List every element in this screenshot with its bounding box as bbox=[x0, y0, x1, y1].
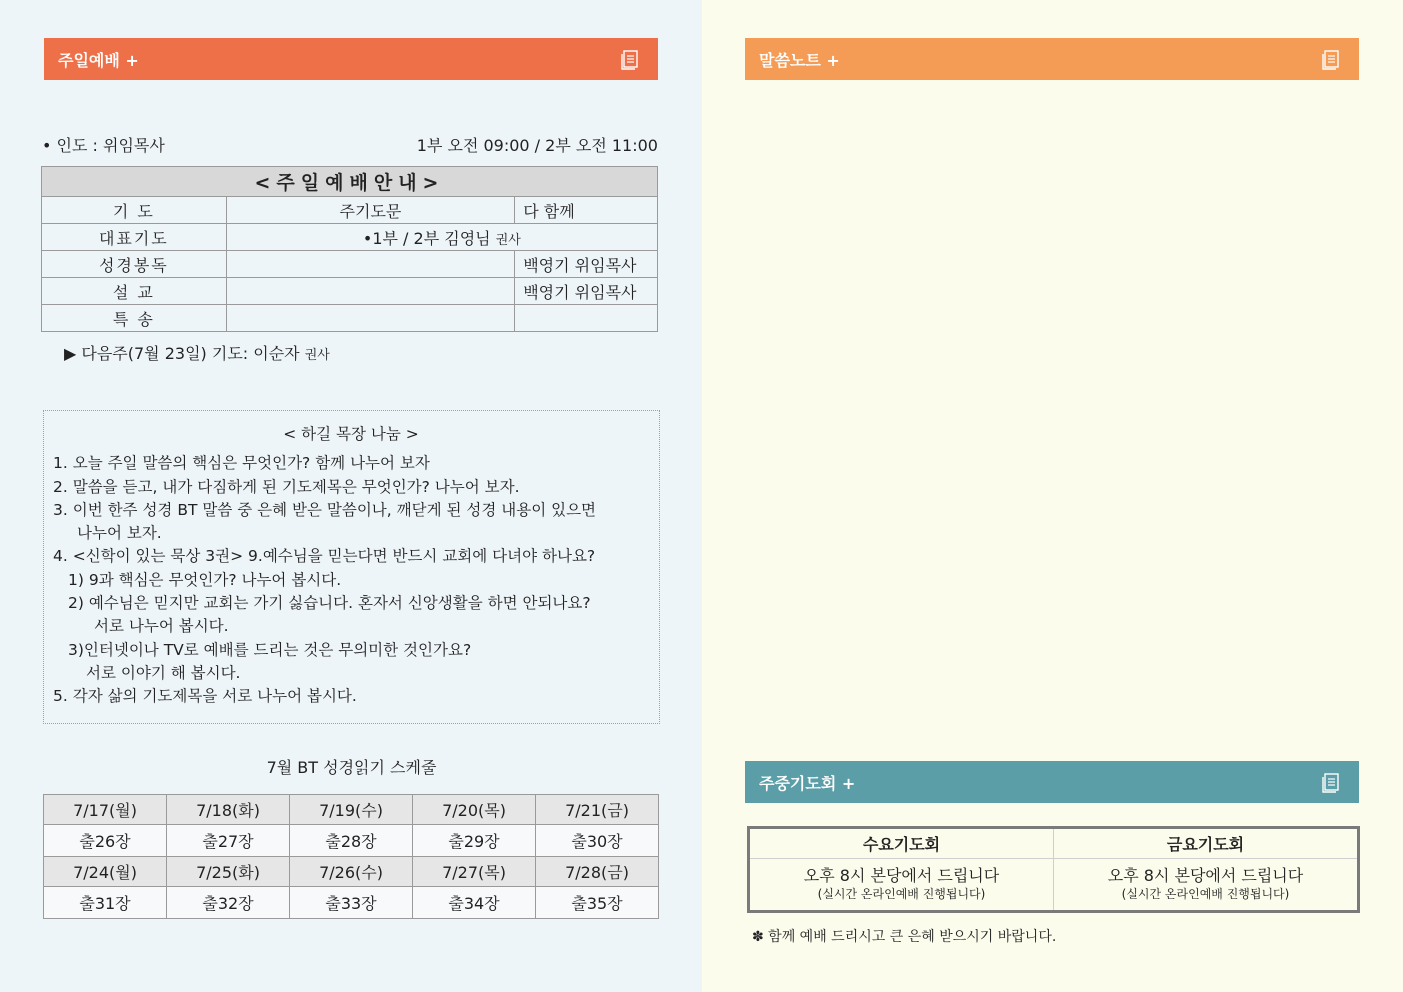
bt-date: 7/25(화) bbox=[167, 857, 290, 887]
bt-date: 7/27(목) bbox=[413, 857, 536, 887]
bt-chapter: 출31장 bbox=[44, 887, 167, 919]
table-row bbox=[42, 197, 658, 224]
representative-prayer: •1부 / 2부 김영님 bbox=[362, 228, 491, 248]
order-content: 주기도문 bbox=[226, 197, 515, 224]
prayer-footnote: ✽ 함께 예배 드리시고 큰 은혜 받으시기 바랍니다. bbox=[752, 929, 1057, 945]
sharing-box bbox=[43, 410, 660, 724]
next-week-text: ▶ 다음주(7월 23일) 기도: 이순자 bbox=[64, 344, 300, 363]
order-content bbox=[226, 305, 515, 332]
worship-bar-title: 주일예배 + bbox=[58, 50, 139, 70]
bt-chapter: 출35장 bbox=[536, 887, 659, 919]
bt-chapter: 출30장 bbox=[536, 825, 659, 857]
table-row bbox=[749, 859, 1359, 912]
order-item: 대표기도 bbox=[42, 224, 227, 251]
wednesday-prayer-title: 수요기도회 bbox=[749, 828, 1054, 859]
wednesday-prayer-sub: (실시간 온라인예배 진행됩니다) bbox=[817, 886, 986, 901]
order-content bbox=[226, 224, 657, 251]
table-row bbox=[42, 224, 658, 251]
sharing-line: 2. 말씀을 듣고, 내가 다짐하게 된 기도제목은 무엇인가? 나누어 보자. bbox=[53, 477, 520, 496]
table-row bbox=[42, 305, 658, 332]
table-row bbox=[44, 795, 659, 825]
order-item: 설 교 bbox=[42, 278, 227, 305]
friday-prayer-info bbox=[1054, 859, 1359, 912]
friday-prayer-title: 금요기도회 bbox=[1054, 828, 1359, 859]
title-suffix: 권사 bbox=[495, 232, 521, 248]
bt-chapter: 출27장 bbox=[167, 825, 290, 857]
sharing-line: 4. <신학이 있는 묵상 3권> 9.예수님을 믿는다면 반드시 교회에 다녀야 하나요? bbox=[53, 547, 596, 566]
sharing-line: 나누어 보자. bbox=[77, 524, 162, 543]
worship-info-line bbox=[42, 133, 658, 156]
sermon-bar-title: 말씀노트 + bbox=[759, 50, 840, 70]
table-row bbox=[42, 251, 658, 278]
order-content bbox=[226, 278, 515, 305]
bt-date: 7/21(금) bbox=[536, 795, 659, 825]
wednesday-prayer-info bbox=[749, 859, 1054, 912]
bt-schedule-title: 7월 BT 성경읽기 스케줄 bbox=[266, 758, 437, 777]
order-person: 다 함께 bbox=[515, 197, 658, 224]
worship-section-bar[interactable] bbox=[44, 38, 658, 80]
worship-times: 1부 오전 09:00 / 2부 오전 11:00 bbox=[416, 136, 658, 155]
order-item: 성경봉독 bbox=[42, 251, 227, 278]
worship-order-table bbox=[41, 166, 658, 332]
sharing-line: 2) 예수님은 믿지만 교회는 가기 싫습니다. 혼자서 신앙생활을 하면 안되나요? bbox=[68, 594, 591, 613]
table-row bbox=[44, 887, 659, 919]
sermon-note-bar[interactable] bbox=[745, 38, 1359, 80]
sharing-title: < 하길 목장 나눔 > bbox=[283, 425, 419, 443]
order-person: 백영기 위임목사 bbox=[515, 278, 658, 305]
bt-date: 7/28(금) bbox=[536, 857, 659, 887]
worship-leader: • 인도 : 위임목사 bbox=[42, 136, 165, 155]
wednesday-prayer-main: 오후 8시 본당에서 드립니다 bbox=[803, 865, 1000, 885]
order-item: 특 송 bbox=[42, 305, 227, 332]
document-icon[interactable] bbox=[1321, 48, 1343, 70]
bt-date: 7/17(월) bbox=[44, 795, 167, 825]
sharing-line: 3. 이번 한주 성경 BT 말씀 중 은혜 받은 말씀이나, 깨닫게 된 성경 내용이 있으면 bbox=[53, 500, 597, 519]
bt-chapter: 출29장 bbox=[413, 825, 536, 857]
friday-prayer-main: 오후 8시 본당에서 드립니다 bbox=[1107, 865, 1304, 885]
sharing-line: 3)인터넷이나 TV로 예배를 드리는 것은 무의미한 것인가요? bbox=[68, 640, 472, 659]
bt-chapter: 출26장 bbox=[44, 825, 167, 857]
bt-chapter: 출33장 bbox=[290, 887, 413, 919]
sharing-line: 1) 9과 핵심은 무엇인가? 나누어 봅시다. bbox=[68, 570, 342, 589]
bt-date: 7/18(화) bbox=[167, 795, 290, 825]
sharing-line: 서로 나누어 봅시다. bbox=[94, 617, 229, 636]
friday-prayer-sub: (실시간 온라인예배 진행됩니다) bbox=[1121, 886, 1290, 901]
next-week-suffix: 권사 bbox=[304, 348, 330, 363]
worship-table-title: <주일예배안내> bbox=[42, 167, 658, 197]
bt-date: 7/19(수) bbox=[290, 795, 413, 825]
document-icon[interactable] bbox=[1321, 771, 1343, 793]
order-item: 기 도 bbox=[42, 197, 227, 224]
order-content bbox=[226, 251, 515, 278]
sharing-line: 서로 이야기 해 봅시다. bbox=[86, 663, 241, 682]
next-week-prayer bbox=[64, 341, 330, 364]
prayer-bar-title: 주중기도회 + bbox=[759, 773, 856, 793]
bt-schedule-table bbox=[43, 794, 659, 919]
sharing-line: 5. 각자 삶의 기도제목을 서로 나누어 봅시다. bbox=[53, 687, 357, 706]
prayer-meeting-table bbox=[747, 826, 1360, 913]
document-icon[interactable] bbox=[620, 48, 642, 70]
order-person: 백영기 위임목사 bbox=[515, 251, 658, 278]
bt-date: 7/24(월) bbox=[44, 857, 167, 887]
bt-chapter: 출32장 bbox=[167, 887, 290, 919]
table-row bbox=[44, 857, 659, 887]
table-row bbox=[44, 825, 659, 857]
bt-date: 7/20(목) bbox=[413, 795, 536, 825]
prayer-meeting-bar[interactable] bbox=[745, 761, 1359, 803]
table-row bbox=[749, 828, 1359, 859]
bt-chapter: 출34장 bbox=[413, 887, 536, 919]
table-row bbox=[42, 278, 658, 305]
bt-chapter: 출28장 bbox=[290, 825, 413, 857]
bt-date: 7/26(수) bbox=[290, 857, 413, 887]
order-person bbox=[515, 305, 658, 332]
sharing-line: 1. 오늘 주일 말씀의 핵심은 무엇인가? 함께 나누어 보자 bbox=[53, 454, 430, 473]
